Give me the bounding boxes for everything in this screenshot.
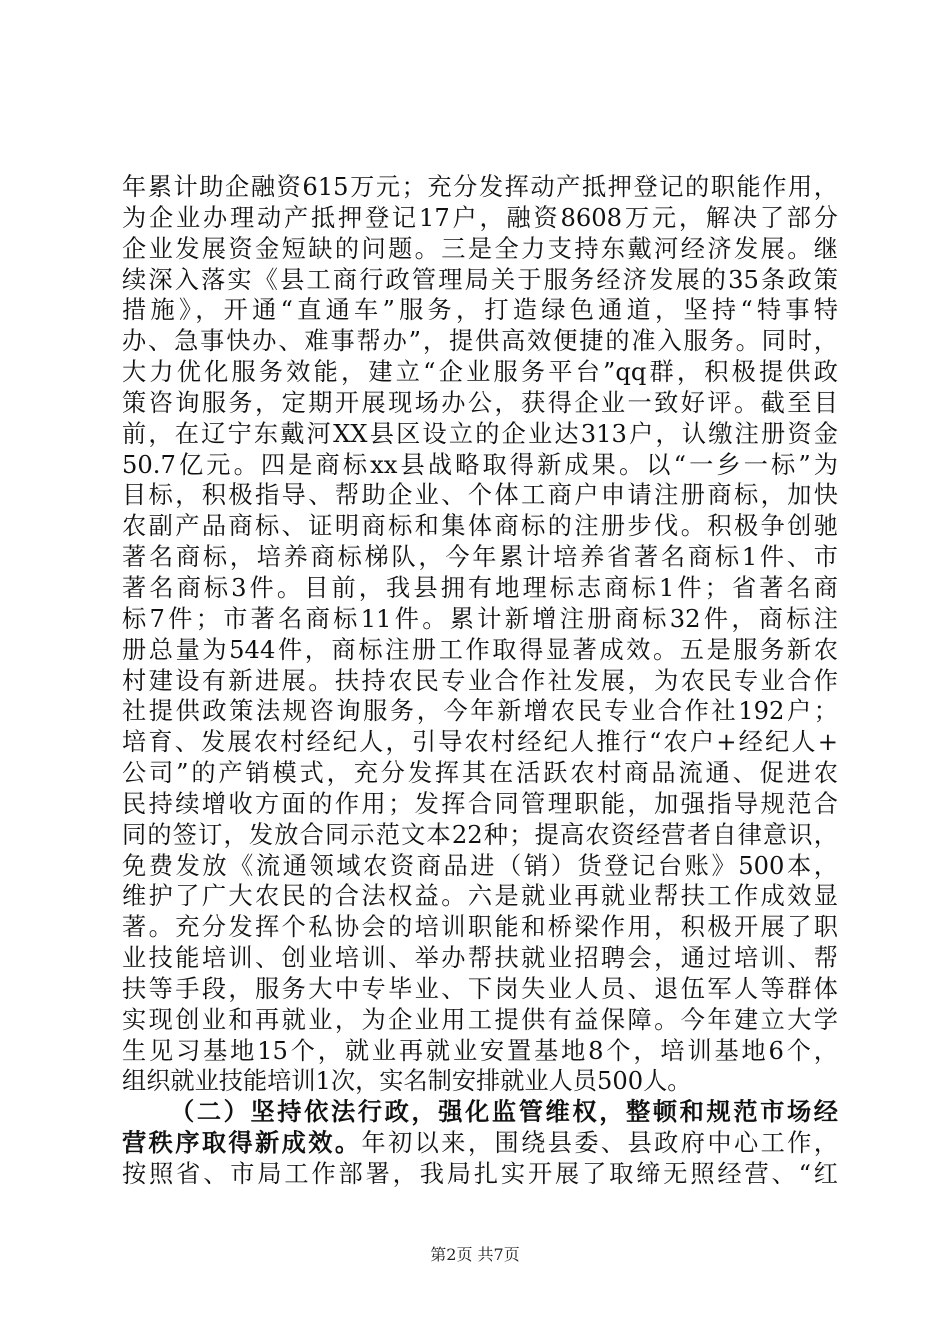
body-line: 目标，积极指导、帮助企业、个体工商户申请注册商标，加快 bbox=[122, 481, 838, 510]
section-heading-tail: 营秩序取得新成效。 bbox=[122, 1128, 362, 1158]
body-line: 标7件；市著名商标11件。累计新增注册商标32件，商标注 bbox=[122, 604, 838, 633]
body-line: 免费发放《流通领域农资商品进（销）货登记台账》500本， bbox=[122, 851, 838, 880]
body-line: 公司”的产销模式，充分发挥其在活跃农村商品流通、促进农 bbox=[122, 759, 838, 788]
body-line: 村建设有新进展。扶持农民专业合作社发展，为农民专业合作 bbox=[122, 666, 838, 695]
body-line: 按照省、市局工作部署，我局扎实开展了取缔无照经营、“红 bbox=[122, 1160, 838, 1188]
body-line: 企业发展资金短缺的问题。三是全力支持东戴河经济发展。继 bbox=[122, 234, 838, 263]
body-line: 办、急事快办、难事帮办”，提供高效便捷的准入服务。同时， bbox=[122, 327, 838, 356]
body-line: 扶等手段，服务大中专毕业、下岗失业人员、退伍军人等群体 bbox=[122, 974, 838, 1003]
body-line: 著。充分发挥个私协会的培训职能和桥梁作用，积极开展了职 bbox=[122, 913, 838, 942]
body-line: 实现创业和再就业，为企业用工提供有益保障。今年建立大学 bbox=[122, 1005, 838, 1034]
section-heading: （二）坚持依法行政，强化监管维权，整顿和规范市场经 bbox=[170, 1097, 838, 1127]
body-line: 策咨询服务，定期开展现场办公，获得企业一致好评。截至目 bbox=[122, 388, 838, 417]
section-text: 年初以来，围绕县委、县政府中心工作， bbox=[361, 1129, 838, 1158]
body-line: 农副产品商标、证明商标和集体商标的注册步伐。积极争创驰 bbox=[122, 512, 838, 541]
body-line: 措施》，开通“直通车”服务，打造绿色通道，坚持“特事特 bbox=[122, 296, 838, 325]
body-line: 生见习基地15个，就业再就业安置基地8个，培训基地6个， bbox=[122, 1036, 838, 1065]
body-line: 民持续增收方面的作用；发挥合同管理职能，加强指导规范合 bbox=[122, 789, 838, 818]
body-line: 年累计助企融资615万元；充分发挥动产抵押登记的职能作用， bbox=[122, 173, 838, 201]
body-line: 业技能培训、创业培训、举办帮扶就业招聘会，通过培训、帮 bbox=[122, 944, 838, 973]
page-number-footer: 第2页 共7页 bbox=[430, 1245, 520, 1264]
body-line: 大力优化服务效能，建立“企业服务平台”qq群，积极提供政 bbox=[122, 358, 838, 387]
body-line: 前，在辽宁东戴河XX县区设立的企业达313户，认缴注册资金 bbox=[122, 419, 838, 448]
body-line: 著名商标，培养商标梯队，今年累计培养省著名商标1件、市 bbox=[122, 543, 838, 572]
body-line: 培育、发展农村经纪人，引导农村经纪人推行“农户+经纪人+ bbox=[122, 728, 838, 757]
body-line: 册总量为544件，商标注册工作取得显著成效。五是服务新农 bbox=[122, 635, 838, 664]
body-line: 著名商标3件。目前，我县拥有地理标志商标1件；省著名商 bbox=[122, 573, 838, 602]
body-line: 组织就业技能培训1次，实名制安排就业人员500人。 bbox=[122, 1067, 692, 1096]
body-line: 为企业办理动产抵押登记17户，融资8608万元，解决了部分 bbox=[122, 203, 838, 232]
document-body bbox=[122, 172, 838, 1190]
body-line: 同的签订，发放合同示范文本22种；提高农资经营者自律意识， bbox=[122, 820, 838, 849]
body-line: 续深入落实《县工商行政管理局关于服务经济发展的35条政策 bbox=[122, 265, 838, 294]
body-line: 50.7亿元。四是商标xx县战略取得新成果。以“一乡一标”为 bbox=[122, 450, 838, 479]
body-line: 社提供政策法规咨询服务，今年新增农民专业合作社192户； bbox=[122, 697, 838, 726]
body-line: 维护了广大农民的合法权益。六是就业再就业帮扶工作成效显 bbox=[122, 882, 838, 911]
section-heading-line bbox=[122, 1128, 838, 1159]
